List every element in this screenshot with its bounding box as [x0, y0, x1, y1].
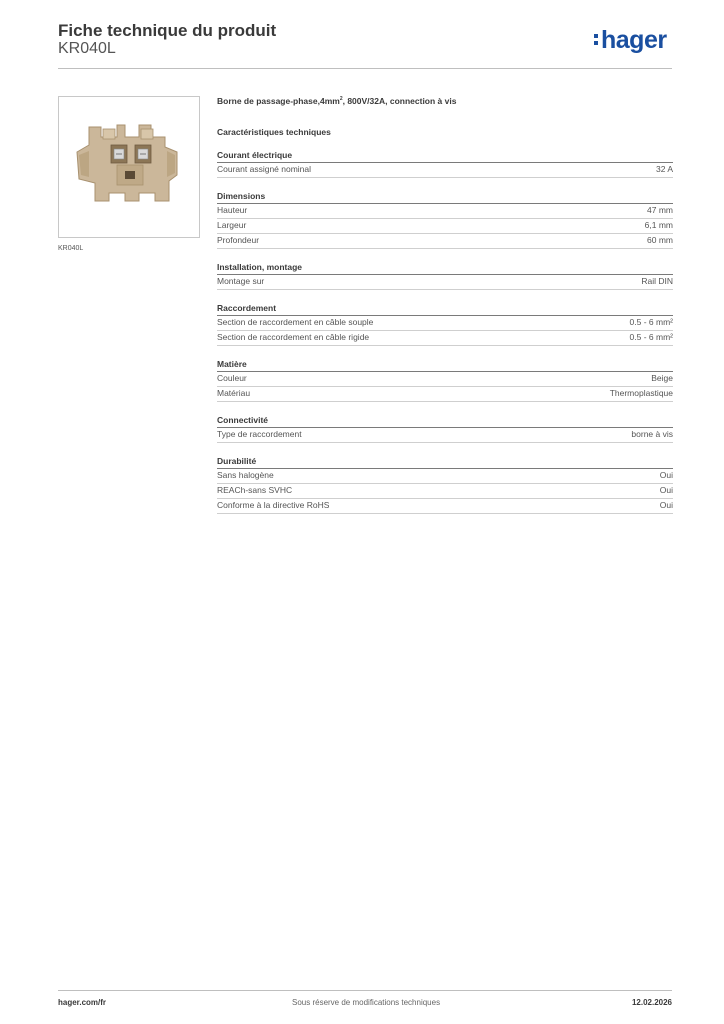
description-rest: , 800V/32A, connection à vis: [342, 96, 457, 106]
spec-value: borne à vis: [631, 429, 673, 439]
terminal-block-icon: [59, 97, 199, 237]
spec-value: Beige: [651, 373, 673, 383]
footer-website-link[interactable]: hager.com/fr: [58, 998, 107, 1007]
spec-section: [217, 150, 673, 178]
spec-label: Section de raccordement en câble rigide: [217, 332, 370, 342]
header-divider: [58, 68, 672, 69]
footer-notice: Sous réserve de modifications techniques: [292, 998, 441, 1007]
specs-content: [217, 96, 673, 514]
page-title: Fiche technique du produit: [58, 21, 277, 40]
spec-row: [217, 234, 673, 249]
spec-section: [217, 303, 673, 346]
tech-heading: Caractéristiques techniques: [217, 127, 331, 137]
spec-label: REACh-sans SVHC: [217, 485, 293, 495]
spec-label: Largeur: [217, 220, 247, 230]
spec-row: [217, 372, 673, 387]
hager-logo[interactable]: [594, 28, 667, 53]
spec-row: [217, 275, 673, 290]
spec-label: Conforme à la directive RoHS: [217, 500, 330, 510]
spec-value: Thermoplastique: [609, 388, 673, 398]
spec-value: 32 A: [655, 164, 673, 174]
description-superscript: 2: [339, 96, 343, 103]
section-title: Dimensions: [217, 191, 673, 204]
section-title: Raccordement: [217, 303, 673, 316]
spec-row: [217, 469, 673, 484]
spec-section: [217, 191, 673, 249]
spec-label: Section de raccordement en câble souple: [217, 317, 374, 327]
spec-label: Sans halogène: [217, 470, 274, 480]
spec-section: [217, 456, 673, 514]
logo-text: hager: [601, 26, 667, 54]
spec-row: [217, 387, 673, 402]
spec-section: [217, 359, 673, 402]
spec-value: Rail DIN: [641, 276, 673, 286]
spec-label: Hauteur: [217, 205, 248, 215]
product-reference: KR040L: [58, 40, 116, 57]
spec-value: Oui: [659, 470, 673, 480]
spec-value: 60 mm: [647, 235, 673, 245]
spec-value: Oui: [659, 500, 673, 510]
spec-row: [217, 219, 673, 234]
spec-row: [217, 163, 673, 178]
spec-row: [217, 499, 673, 514]
spec-sections: [217, 150, 673, 514]
spec-value: 47 mm: [647, 205, 673, 215]
image-caption: KR040L: [58, 245, 84, 252]
spec-row: [217, 484, 673, 499]
section-title: Installation, montage: [217, 262, 673, 275]
spec-label: Matériau: [217, 388, 251, 398]
spec-row: [217, 204, 673, 219]
footer-date: 12.02.2026: [631, 998, 672, 1007]
product-image: [58, 96, 200, 238]
footer-divider: [58, 990, 672, 991]
spec-row: [217, 428, 673, 443]
spec-label: Profondeur: [217, 235, 260, 245]
spec-row: [217, 316, 673, 331]
spec-label: Montage sur: [217, 276, 265, 286]
section-title: Courant électrique: [217, 150, 673, 163]
spec-label: Courant assigné nominal: [217, 164, 312, 174]
spec-label: Couleur: [217, 373, 247, 383]
section-title: Matière: [217, 359, 673, 372]
spec-section: [217, 262, 673, 290]
product-description: [217, 96, 673, 106]
description-main: Borne de passage-phase,4mm: [217, 96, 340, 106]
spec-row: [217, 331, 673, 346]
spec-value: Oui: [659, 485, 673, 495]
spec-value: 0.5 - 6 mm²: [629, 332, 673, 342]
spec-section: [217, 415, 673, 443]
spec-value: 0.5 - 6 mm²: [629, 317, 673, 327]
logo-dots-icon: [594, 31, 599, 47]
spec-label: Type de raccordement: [217, 429, 302, 439]
section-title: Durabilité: [217, 456, 673, 469]
spec-value: 6,1 mm: [644, 220, 673, 230]
section-title: Connectivité: [217, 415, 673, 428]
